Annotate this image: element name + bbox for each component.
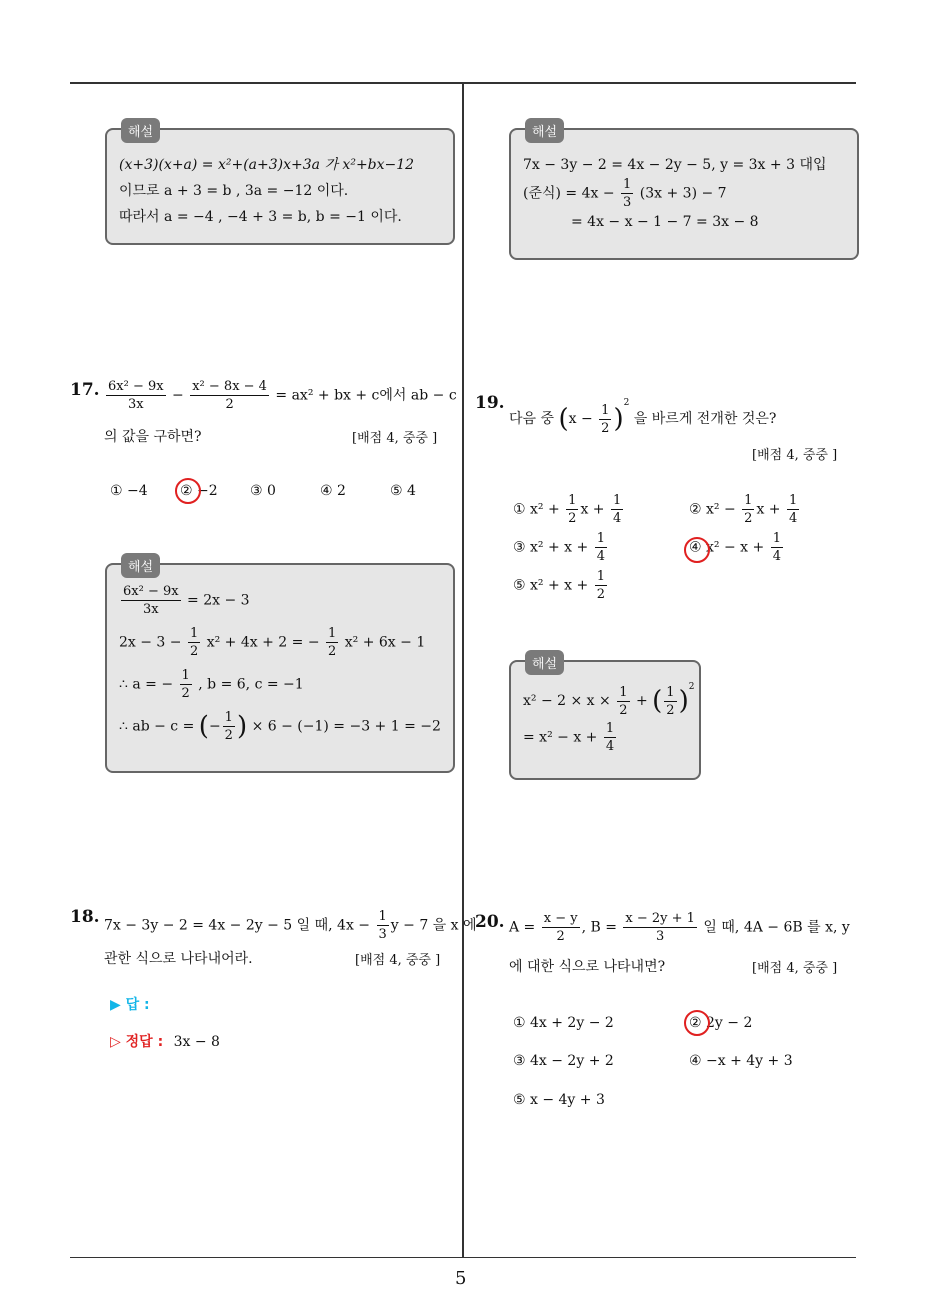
q17-solution-box: [105, 560, 455, 773]
q20-line1: A = $\frac{x - y}{2}$ , B = $\frac{x - 2y + 1}{3}$ 일 때, 4A − 6B 를 x, y: [509, 911, 850, 944]
column-divider: [462, 84, 464, 1258]
q18-number: 18.: [70, 907, 100, 927]
q19-choice-4[interactable]: ④ x² − x + $\frac{1}{4}$: [689, 531, 781, 564]
q17-line2: 의 값을 구하면?: [104, 429, 202, 445]
q19-meta: [배점 4, 중중 ]: [752, 448, 838, 463]
q18-correct-answer: [110, 1031, 220, 1051]
q17-meta: [배점 4, 중중 ]: [352, 431, 438, 446]
q18-solution-line2: (준식) = 4x − $\frac{1}{3}$ (3x + 3) − 7: [523, 177, 727, 210]
q20-choice-3[interactable]: ③ 4x − 2y + 2: [513, 1053, 614, 1069]
q17-choice-2[interactable]: ② −2: [180, 483, 218, 499]
q17-choice-3[interactable]: ③ 0: [250, 483, 276, 499]
q17-choice-5[interactable]: ⑤ 4: [390, 483, 416, 499]
q20-number: 20.: [475, 912, 505, 932]
q18-solution-line1: 7x − 3y − 2 = 4x − 2y − 5, y = 3x + 3 대입: [523, 157, 827, 173]
q17-answer-mark: [175, 478, 201, 504]
q17-choice-4[interactable]: ④ 2: [320, 483, 346, 499]
q19-choice-3[interactable]: ③ x² + x + $\frac{1}{4}$: [513, 531, 605, 564]
q19-choice-5[interactable]: ⑤ x² + x + $\frac{1}{2}$: [513, 569, 605, 602]
solution-tag: 해설: [121, 118, 160, 143]
q17-number: 17.: [70, 380, 100, 400]
q20-meta: [배점 4, 중중 ]: [752, 961, 838, 976]
solution-tag: 해설: [121, 553, 160, 578]
q18-solution-box: [509, 125, 859, 260]
solution-tag: 해설: [525, 650, 564, 675]
q20-choice-1[interactable]: ① 4x + 2y − 2: [513, 1015, 614, 1031]
q19-answer-mark: [684, 537, 710, 563]
q19-choice-2[interactable]: ② x² − $\frac{1}{2}$ x + $\frac{1}{4}$: [689, 493, 798, 526]
bottom-rule: [70, 1257, 856, 1258]
q19-solution-box: [509, 657, 701, 780]
q16-solution-line1: (x+3)(x+a) = x²+(a+3)x+3a 가 x²+bx−12: [119, 157, 415, 173]
q20-choice-2[interactable]: ② 2y − 2: [689, 1015, 753, 1031]
q17-solution-line4: ∴ ab − c = (− $\frac{1}{2}$ ) × 6 − (−1) = −3 + 1 = −2: [119, 710, 441, 743]
q17-solution-line3: ∴ a = − $\frac{1}{2}$ , b = 6, c = −1: [119, 668, 304, 701]
page-number: 5: [455, 1268, 467, 1289]
q19-choice-1[interactable]: ① x² + $\frac{1}{2}$ x + $\frac{1}{4}$: [513, 493, 622, 526]
q18-line2: 관한 식으로 나타내어라.: [104, 951, 253, 967]
q19-question: 다음 중 (x − $\frac{1}{2}$ )$^2$ 을 바르게 전개한 것은?: [509, 398, 777, 436]
q16-solution-box: [105, 125, 455, 245]
q17-solution-line2: 2x − 3 − $\frac{1}{2}$ x² + 4x + 2 = − $\frac{1}{2}$ x² + 6x − 1: [119, 626, 426, 659]
q17-equation: $\frac{\text{6x² − 9x}}{3x}$ − $\frac{\text{x² − 8x − 4}}{2}$ = ax² + bx + c에서 ab − c: [108, 379, 457, 412]
q18-solution-line3: = 4x − x − 1 − 7 = 3x − 8: [571, 214, 759, 230]
q20-answer-mark: [684, 1010, 710, 1036]
correct-value: 3x − 8: [173, 1034, 220, 1050]
q20-choice-4[interactable]: ④ −x + 4y + 3: [689, 1053, 793, 1069]
q19-number: 19.: [475, 393, 505, 413]
q17-choice-1[interactable]: ① −4: [110, 483, 148, 499]
q16-solution-line3: 따라서 a = −4 , −4 + 3 = b, b = −1 이다.: [119, 209, 402, 225]
q20-choice-5[interactable]: ⑤ x − 4y + 3: [513, 1092, 605, 1108]
correct-label: ▷ 정답 :: [110, 1034, 164, 1050]
q18-line1: 7x − 3y − 2 = 4x − 2y − 5 일 때, 4x − $\frac{1}{3}$ y − 7 을 x 에: [104, 909, 477, 942]
q19-solution-line2: = x² − x + $\frac{1}{4}$: [523, 721, 615, 754]
solution-tag: 해설: [525, 118, 564, 143]
q18-meta: [배점 4, 중중 ]: [355, 953, 441, 968]
q17-solution-line1: $\frac{\text{6x² − 9x}}{3x}$ = 2x − 3: [123, 584, 250, 617]
q16-solution-line2: 이므로 a + 3 = b , 3a = −12 이다.: [119, 183, 349, 199]
q19-solution-line1: x² − 2 × x × $\frac{1}{2}$ + ( $\frac{1}{2}$ )$^2$: [523, 682, 695, 718]
q20-line2: 에 대한 식으로 나타내면?: [509, 959, 666, 975]
q18-answer-prompt[interactable]: ▶ 답 :: [110, 997, 150, 1013]
